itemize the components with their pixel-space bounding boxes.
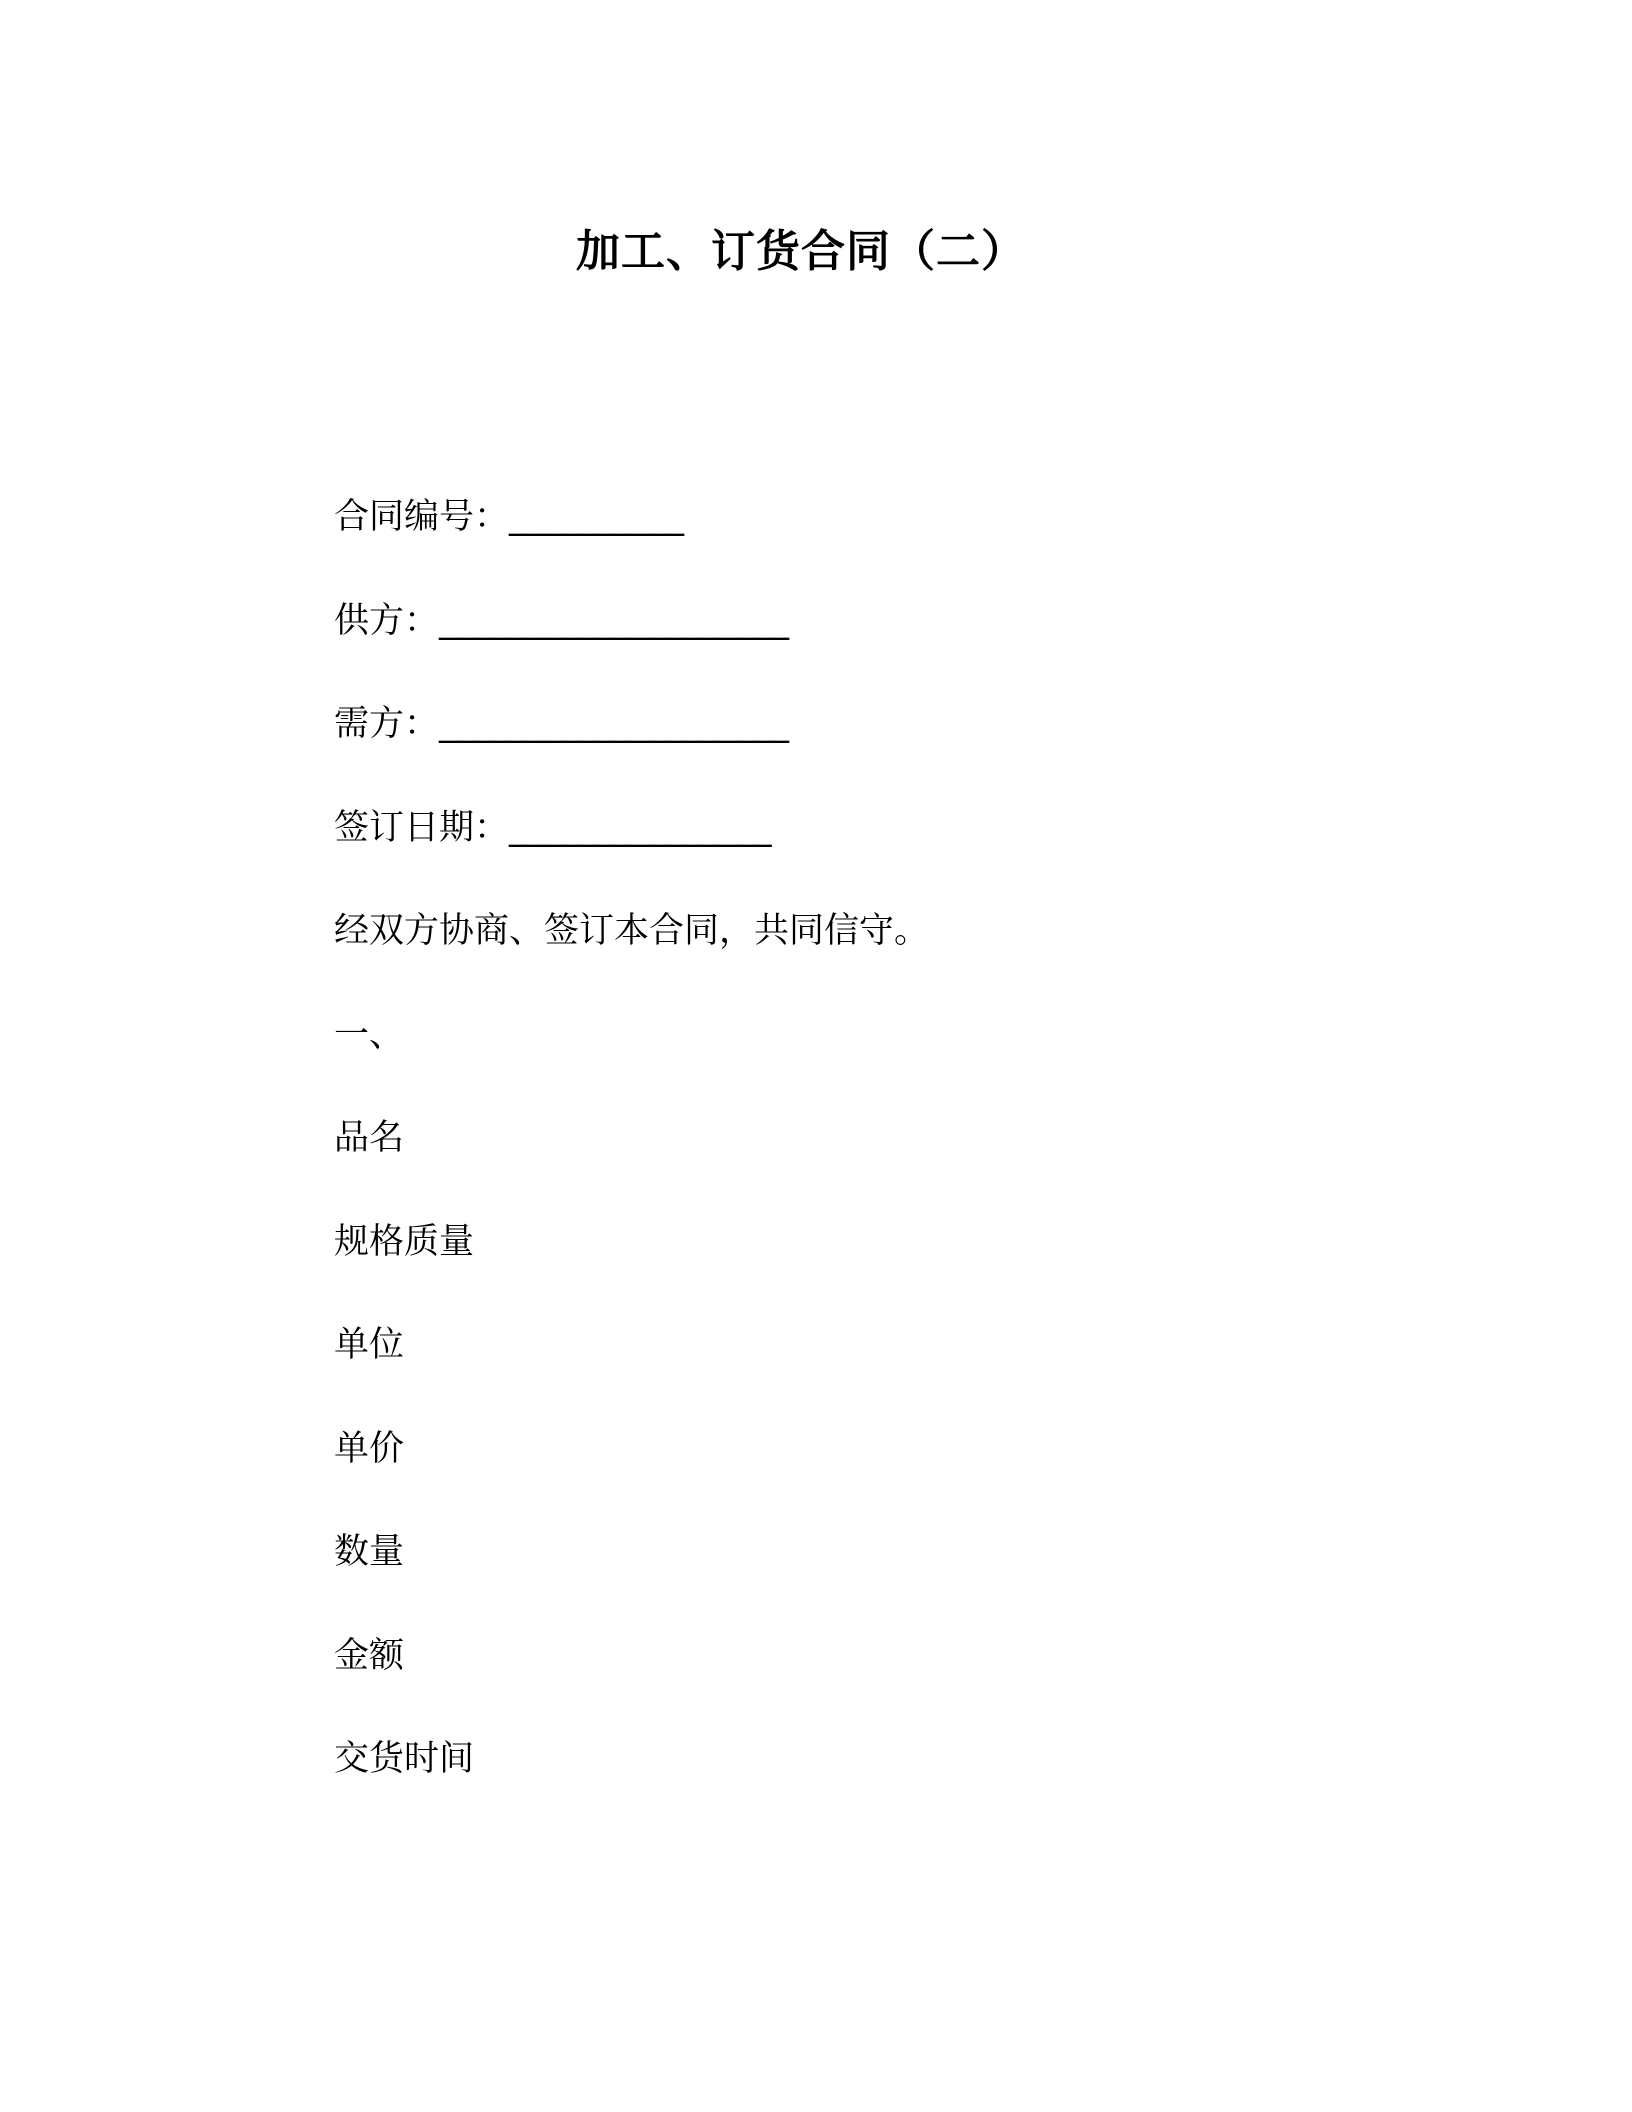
field-quantity: 数量 [334,1532,405,1572]
field-unit-price: 单价 [334,1428,405,1469]
intro-paragraph: 经双方协商、签订本合同，共同信守。 [334,911,930,951]
contract-number-line: 合同编号：__________ [334,497,685,537]
field-specification-quality: 规格质量 [334,1221,475,1262]
field-delivery-time: 交货时间 [334,1739,475,1779]
buyer-line: 需方：____________________ [334,704,790,744]
field-unit: 单位 [334,1325,405,1365]
sign-date-line: 签订日期：_______________ [334,807,772,848]
field-product-name: 品名 [334,1118,405,1158]
supplier-line: 供方：____________________ [334,600,790,641]
document-title: 加工、订货合同（二） [576,226,1026,277]
document-body [334,492,1434,1838]
field-amount: 金额 [334,1635,405,1676]
section-one-heading: 一、 [334,1014,405,1055]
